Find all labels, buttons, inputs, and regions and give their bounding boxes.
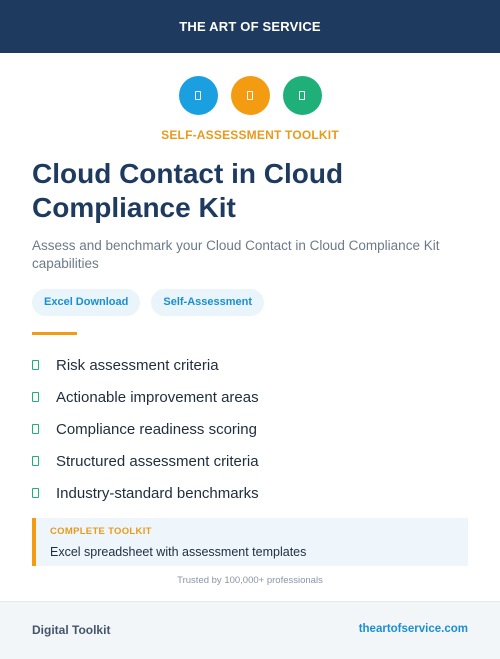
list-item — [32, 477, 259, 509]
list-item — [32, 413, 259, 445]
callout-label: COMPLETE TOOLKIT — [50, 526, 152, 537]
feature-label: Compliance readiness scoring — [56, 420, 257, 438]
check-icon — [32, 392, 39, 402]
footer-bar — [0, 601, 500, 659]
icon-row — [0, 76, 500, 115]
list-item — [32, 445, 259, 477]
blue-document-icon — [179, 76, 218, 115]
feature-label: Actionable improvement areas — [56, 388, 259, 406]
tag-excel-download: Excel Download — [32, 289, 140, 316]
check-icon — [32, 360, 39, 370]
website-link[interactable]: theartofservice.com — [358, 623, 468, 635]
footer-label: Digital Toolkit — [32, 623, 111, 637]
list-item — [32, 381, 259, 413]
tag-list — [32, 289, 264, 316]
header-bar — [0, 0, 500, 53]
page-title: Cloud Contact in Cloud Compliance Kit — [32, 158, 344, 223]
check-icon — [32, 456, 39, 466]
feature-list — [32, 349, 259, 509]
kicker-label: SELF-ASSESSMENT TOOLKIT — [161, 128, 339, 142]
check-icon — [32, 424, 39, 434]
orange-document-icon — [231, 76, 270, 115]
trust-note: Trusted by 100,000+ professionals — [177, 575, 323, 586]
feature-label: Structured assessment criteria — [56, 452, 259, 470]
toolkit-callout — [32, 518, 468, 566]
feature-label: Risk assessment criteria — [56, 356, 219, 374]
tag-self-assessment: Self-Assessment — [151, 289, 264, 316]
list-item — [32, 349, 259, 381]
callout-text: Excel spreadsheet with assessment templates — [50, 545, 307, 559]
green-document-icon — [283, 76, 322, 115]
check-icon — [32, 488, 39, 498]
page-subtitle: Assess and benchmark your Cloud Contact in Cloud Compliance Kit capabilities — [32, 238, 440, 271]
accent-divider — [32, 332, 77, 335]
feature-label: Industry-standard benchmarks — [56, 484, 259, 502]
brand-name: THE ART OF SERVICE — [179, 19, 321, 34]
